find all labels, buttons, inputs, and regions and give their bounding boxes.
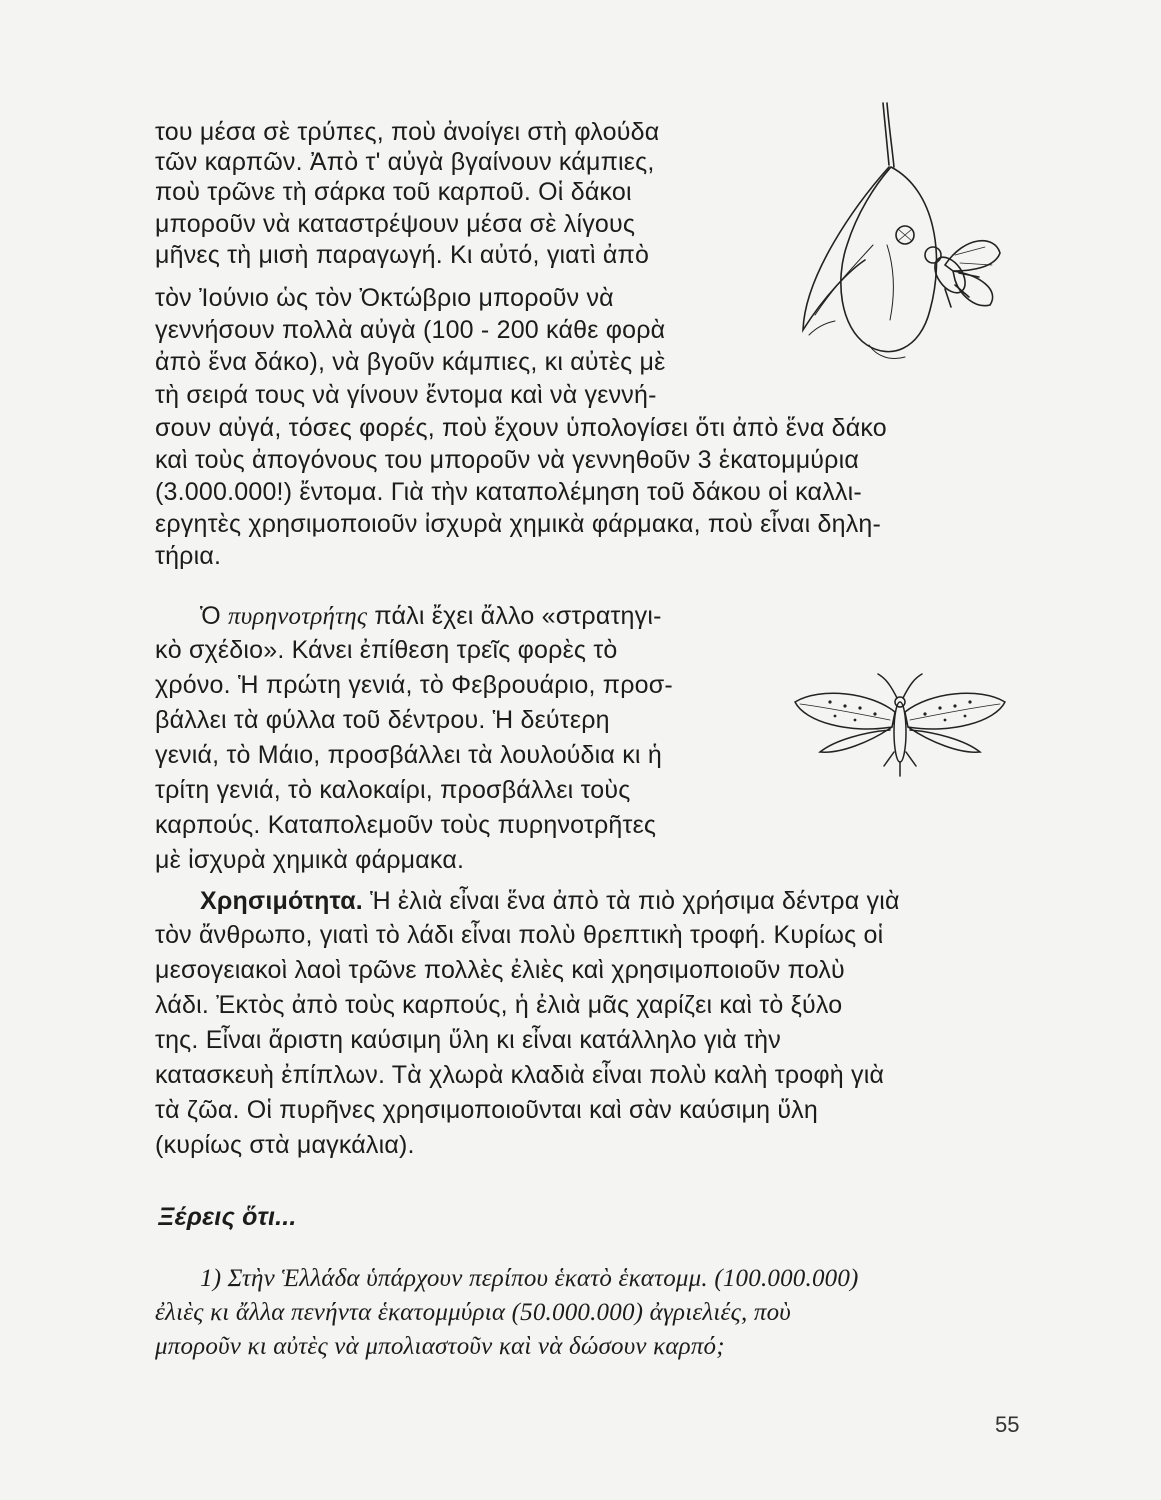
olive-fly-illustration: [795, 95, 1010, 395]
page-number: 55: [995, 1412, 1020, 1437]
text-line: ἀπὸ ἕνα δάκο), νὰ βγοῦν κάμπιες, κι αὐτὲς μὲ: [155, 348, 666, 376]
insect-name: πυρηνοτρήτης: [228, 603, 368, 630]
text-line: κὸ σχέδιο». Κάνει ἐπίθεση τρεῖς φορὲς τὸ: [155, 636, 618, 664]
text-line: εργητὲς χρησιμοποιοῦν ἰσχυρὰ χημικὰ φάρμακα, ποὺ εἶναι δηλη-: [155, 510, 882, 538]
text-line: (3.000.000!) ἔντομα. Γιὰ τὴν καταπολέμηση τοῦ δάκου οἱ καλλι-: [155, 478, 862, 506]
text-line: τῶν καρπῶν. Ἀπὸ τ' αὐγὰ βγαίνουν κάμπιες,: [155, 148, 655, 176]
text-line: της. Εἶναι ἄριστη καύσιμη ὕλη κι εἶναι κατάλληλο γιὰ τὴν: [155, 1026, 781, 1054]
section-heading-usefulness: Χρησιμότητα.: [200, 887, 363, 915]
fact-line: ἐλιὲς κι ἄλλα πενήντα ἑκατομμύρια (50.000.000) ἀγριελιές, ποὺ: [155, 1299, 791, 1326]
text-line: τὸν ἄνθρωπο, γιατὶ τὸ λάδι εἶναι πολὺ θρεπτικὴ τροφή. Κυρίως οἱ: [155, 921, 884, 949]
text-line: μὲ ἰσχυρὰ χημικὰ φάρμακα.: [155, 846, 465, 874]
text-line: μῆνες τὴ μισὴ παραγωγή. Κι αὐτό, γιατὶ ἀπὸ: [155, 241, 650, 269]
text-line: ποὺ τρῶνε τὴ σάρκα τοῦ καρποῦ. Οἱ δάκοι: [155, 178, 632, 206]
text-line: σουν αὐγά, τόσες φορές, ποὺ ἔχουν ὑπολογίσει ὅτι ἀπὸ ἕνα δάκο: [155, 414, 887, 442]
text-line: του μέσα σὲ τρύπες, ποὺ ἀνοίγει στὴ φλούδα: [155, 118, 660, 146]
text-rest: πάλι ἔχει ἄλλο «στρατηγι-: [367, 602, 662, 630]
text-line: τρίτη γενιά, τὸ καλοκαίρι, προσβάλλει τοὺς: [155, 776, 631, 804]
text-line: τὸν Ἰούνιο ὡς τὸν Ὀκτώβριο μποροῦν νὰ: [155, 284, 614, 312]
text-intro: Ὁ: [200, 602, 229, 630]
text-line: καρπούς. Καταπολεμοῦν τοὺς πυρηνοτρῆτες: [155, 811, 657, 839]
text-line: χρόνο. Ἡ πρώτη γενιά, τὸ Φεβρουάριο, προσ-: [155, 671, 673, 699]
text-line: γενιά, τὸ Μάιο, προσβάλλει τὰ λουλούδια κι ἡ: [155, 741, 662, 769]
fact-line: 1) Στὴν Ἑλλάδα ὑπάρχουν περίπου ἑκατὸ ἑκατομμ. (100.000.000): [200, 1265, 859, 1292]
text-line: [200, 601, 662, 632]
text-line: καὶ τοὺς ἀπογόνους του μποροῦν νὰ γεννηθοῦν 3 ἑκατομμύρια: [155, 446, 860, 474]
text-rest: Ἡ ἐλιὰ εἶναι ἕνα ἀπὸ τὰ πιὸ χρήσιμα δέντρα γιὰ: [362, 887, 900, 915]
section-heading-did-you-know: Ξέρεις ὅτι...: [158, 1203, 297, 1231]
text-line: [200, 886, 900, 916]
text-line: μποροῦν νὰ καταστρέψουν μέσα σὲ λίγους: [155, 210, 636, 238]
text-line: τὰ ζῶα. Οἱ πυρῆνες χρησιμοποιοῦνται καὶ σὰν καύσιμη ὕλη: [155, 1096, 818, 1124]
text-line: κατασκευὴ ἐπίπλων. Τὰ χλωρὰ κλαδιὰ εἶναι πολὺ καλὴ τροφὴ γιὰ: [155, 1061, 885, 1089]
text-line: μεσογειακοὶ λαοὶ τρῶνε πολλὲς ἐλιὲς καὶ χρησιμοποιοῦν πολὺ: [155, 956, 845, 984]
text-line: λάδι. Ἐκτὸς ἀπὸ τοὺς καρπούς, ἡ ἐλιὰ μᾶς χαρίζει καὶ τὸ ξύλο: [155, 991, 843, 1019]
text-line: (κυρίως στὰ μαγκάλια).: [155, 1131, 415, 1159]
text-line: τήρια.: [155, 542, 222, 570]
olive-moth-illustration: [790, 672, 1010, 782]
text-line: τὴ σειρά τους νὰ γίνουν ἔντομα καὶ νὰ γεννή-: [155, 381, 657, 409]
text-line: γεννήσουν πολλὰ αὐγὰ (100 - 200 κάθε φορὰ: [155, 316, 666, 344]
fact-line: μποροῦν κι αὐτὲς νὰ μπολιαστοῦν καὶ νὰ δώσουν καρπό;: [155, 1333, 725, 1360]
text-line: βάλλει τὰ φύλλα τοῦ δέντρου. Ἡ δεύτερη: [155, 706, 610, 734]
